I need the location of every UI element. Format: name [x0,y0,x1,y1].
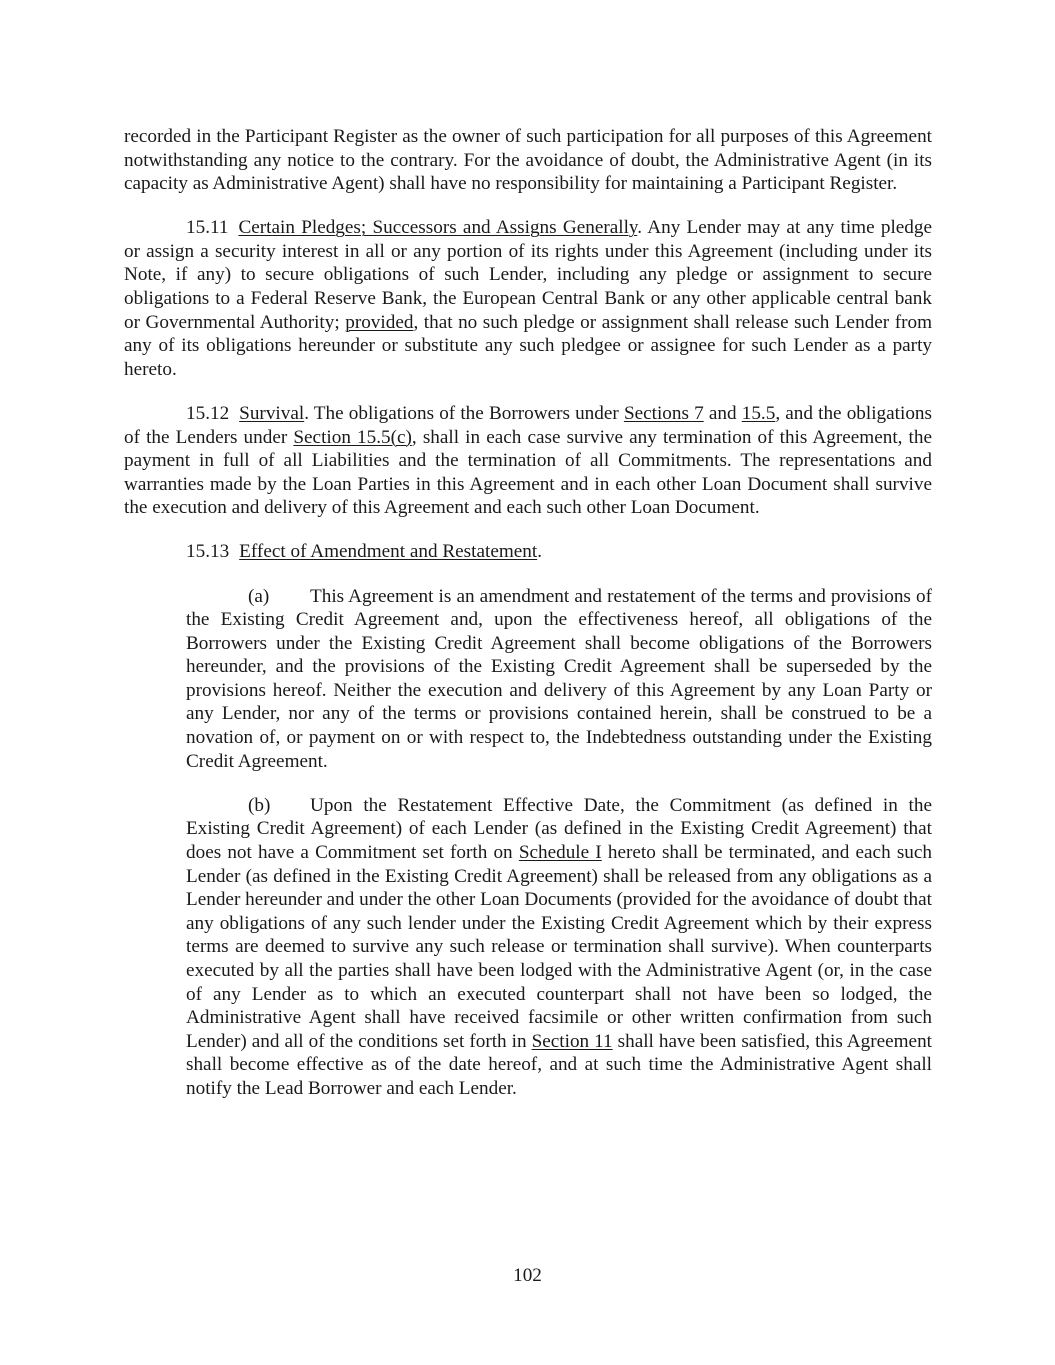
subparagraph-label: (b) [248,794,271,816]
term-provided: provided [345,311,414,333]
paragraph-intro: recorded in the Participant Register as the owner of such participation for all purposes of this Agreement notwithstanding any notice to the contrary. For the avoidance of doubt, the Administrative Agent (in its capacity as Administrative Agent) shall have no responsibility for maintaining a Participant Register. [124,126,932,195]
section-15-13-heading: 15.13 Effect of Amendment and Restatement. [186,541,542,563]
cross-reference: Section 11 [531,1030,613,1052]
section-15-12: 15.12 Survival. The obligations of the Borrowers under Sections 7 and 15.5, and the obligations of the Lenders under Section 15.5(c), shall in each case survive any termination of this Agreement, the payment in full of all Liabilities and the termination of all Commitments. The representations and warranties made by the Loan Parties in this Agreement and in each other Loan Document shall survive the execution and delivery of this Agreement and each such other Loan Document. [124,402,932,519]
page-number: 102 [513,1265,542,1286]
section-number: 15.11 [186,217,229,239]
cross-reference: Section 15.5(c) [293,426,412,448]
section-number: 15.12 [186,402,230,424]
section-title: Effect of Amendment and Restatement [239,541,538,563]
cross-reference: Schedule I [518,841,602,863]
section-number: 15.13 [186,541,230,563]
cross-reference: Sections 7 [623,402,704,424]
section-title: Certain Pledges; Successors and Assigns Generally [238,217,638,239]
section-title: Survival [239,402,305,424]
cross-reference: 15.5 [741,402,776,424]
subparagraph-label: (a) [248,585,270,607]
subparagraph-b: (b) Upon the Restatement Effective Date, the Commitment (as defined in the Existing Credit Agreement) of each Lender (as defined in the Existing Credit Agreement) that does not have a Commitment set forth on Schedule I hereto shall be terminated, and each such Lender (as defined in the Existing Credit Agreement) shall be released from any obligations as a Lender hereunder and under the other Loan Documents (provided for the avoidance of doubt that any obligations of any such lender under the Existing Credit Agreement which by their express terms are deemed to survive any such release or termination shall survive). When counterparts executed by all the parties shall have been lodged with the Administrative Agent (or, in the case of any Lender as to which an executed counterpart shall not have been so lodged, the Administrative Agent shall have received facsimile or other written confirmation from such Lender) and all of the conditions set forth in Section 11 shall have been satisfied, this Agreement shall become effective as of the date hereof, and at such time the Administrative Agent shall notify the Lead Borrower and each Lender. [186,794,932,1099]
subparagraph-a: (a) This Agreement is an amendment and restatement of the terms and provisions of the Existing Credit Agreement and, upon the effectiveness hereof, all obligations of the Borrowers under the Existing Credit Agreement shall become obligations of the Borrowers hereunder, and the provisions of the Existing Credit Agreement shall be superseded by the provisions hereof. Neither the execution and delivery of this Agreement by any Loan Party or any Lender, nor any of the terms or provisions contained herein, shall be construed to be a novation of, or payment on or with respect to, the Indebtedness outstanding under the Existing Credit Agreement. [186,585,932,772]
document-page [124,125,932,1121]
section-15-11: 15.11 Certain Pledges; Successors and Assigns Generally. Any Lender may at any time pledge or assign a security interest in all or any portion of its rights under this Agreement (including under its Note, if any) to secure obligations of such Lender, including any pledge or assignment to secure obligations to a Federal Reserve Bank, the European Central Bank or any other applicable central bank or Governmental Authority; provided, that no such pledge or assignment shall release such Lender from any of its obligations hereunder or substitute any such pledgee or assignee for such Lender as a party hereto. [124,217,932,380]
